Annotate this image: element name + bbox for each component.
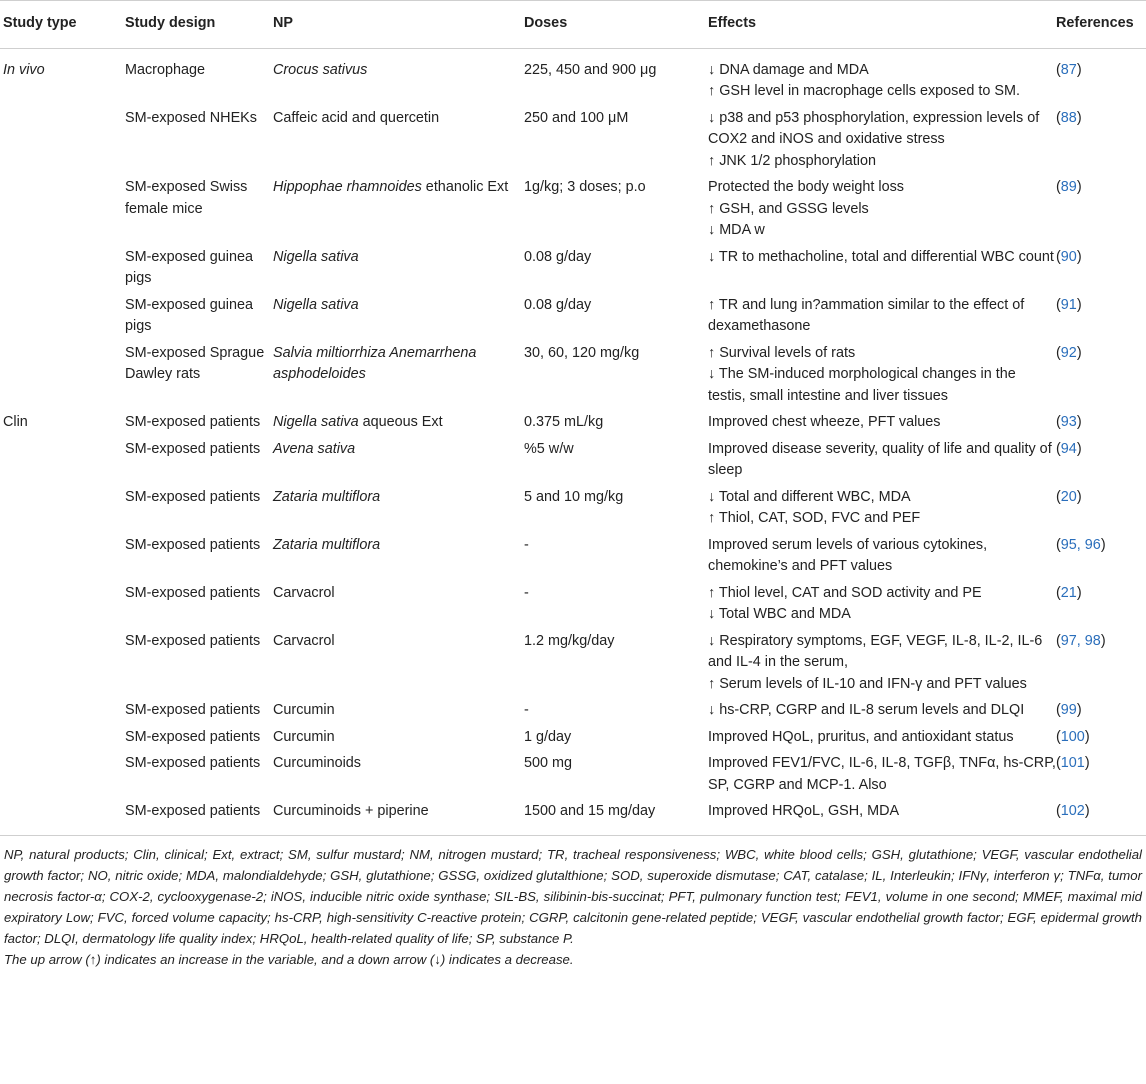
cell-study-type xyxy=(0,581,125,629)
reference-link[interactable]: 88 xyxy=(1060,109,1077,126)
reference-link[interactable]: 91 xyxy=(1060,296,1077,313)
table-row xyxy=(0,245,1146,293)
cell-study-type xyxy=(0,485,125,533)
table-row xyxy=(0,293,1146,341)
cell-study-type xyxy=(0,698,125,725)
cell-reference: (99) xyxy=(1056,702,1082,718)
cell-np: Salvia miltiorrhiza Anemarrhena asphodeloides xyxy=(273,344,477,382)
effect-line: Improved chest wheeze, PFT values xyxy=(708,414,941,430)
table-body xyxy=(0,48,1146,835)
cell-doses: 0.375 mL/kg xyxy=(524,414,604,430)
cell-study-design: SM-exposed patients xyxy=(125,488,261,505)
cell-reference: (101) xyxy=(1056,755,1090,771)
table-row xyxy=(0,341,1146,411)
reference-link[interactable]: 102 xyxy=(1060,803,1085,819)
cell-doses: 1 g/day xyxy=(524,728,572,745)
header-study-type: Study type xyxy=(0,1,125,49)
header-references: References xyxy=(1056,1,1146,49)
cell-np: Zataria multiflora xyxy=(273,488,381,505)
reference-link[interactable]: 99 xyxy=(1060,702,1077,718)
reference-link[interactable]: 89 xyxy=(1060,179,1077,195)
effect-line: ↑ GSH level in macrophage cells exposed to SM. xyxy=(708,83,1020,99)
table-row xyxy=(0,725,1146,752)
cell-study-type xyxy=(0,293,125,341)
cell-effects xyxy=(708,341,1056,411)
table-row xyxy=(0,410,1146,437)
cell-reference: (93) xyxy=(1056,414,1082,430)
cell-effects xyxy=(708,533,1056,581)
effect-line: Improved disease severity, quality of life and quality of sleep xyxy=(708,440,1052,478)
cell-reference: (95, 96) xyxy=(1056,536,1106,553)
effect-line: Improved HRQoL, GSH, MDA xyxy=(708,803,900,819)
np-rest: ethanolic Ext xyxy=(421,179,509,195)
cell-effects xyxy=(708,293,1056,341)
cell-reference: (97, 98) xyxy=(1056,632,1106,649)
np-rest: aqueous Ext xyxy=(358,414,443,430)
cell-study-type xyxy=(0,533,125,581)
cell-effects xyxy=(708,725,1056,752)
cell-study-design: SM-exposed patients xyxy=(125,799,273,835)
cell-np: Carvacrol xyxy=(273,632,335,649)
abbreviations-note: NP, natural products; Clin, clinical; Ext, extract; SM, sulfur mustard; NM, nitrogen mustard; TR, tracheal responsiveness; WBC, white blood cells; GSH, glutathione; VEGF, vascular endothelial growth factor; NO, nitric oxide; MDA, malondialdehyde; GSH, glutathione; GSSG, oxidized glutalthione; SOD, superoxide dismutase; CAT, catalase; IL, Interleukin; IFNγ, interferon γ; TNFα, tumor necrosis factor-α; COX-2, cyclooxygenase-2; iNOS, inducible nitric oxide synthase; SIL-BS, silibinin-bis-succinat; PFT, pulmonary function test; FEV1, volume in one second; MMEF, maximal mid expiratory Low; FVC, forced volume capacity; hs-CRP, high-sensitivity C-reactive protein; CGRP, calcitonin gene-related peptide; VEGF, vascular endothelial growth factor; EGF, epidermal growth factor; DLQI, dermatology life quality index; HRQoL, health-related quality of life; SP, substance P. xyxy=(4,846,1142,946)
cell-np: Nigella sativa xyxy=(273,248,359,265)
cell-np: Curcuminoids + piperine xyxy=(273,799,524,835)
cell-study-design: SM-exposed guinea pigs xyxy=(125,248,253,286)
cell-reference: (91) xyxy=(1056,296,1082,313)
cell-doses: 250 and 100 μM xyxy=(524,109,629,126)
reference-link[interactable]: 93 xyxy=(1060,414,1077,430)
table-row xyxy=(0,437,1146,485)
cell-reference: (89) xyxy=(1056,179,1082,195)
cell-effects xyxy=(708,485,1056,533)
cell-doses: 1500 and 15 mg/day xyxy=(524,799,708,835)
cell-reference: (94) xyxy=(1056,440,1082,457)
cell-np: Nigella sativa xyxy=(273,296,359,313)
cell-effects xyxy=(708,245,1056,293)
cell-study-design: SM-exposed NHEKs xyxy=(125,109,257,126)
table-row xyxy=(0,629,1146,699)
reference-link[interactable]: 90 xyxy=(1060,248,1077,265)
cell-doses: 5 and 10 mg/kg xyxy=(524,488,624,505)
cell-np: Crocus sativus xyxy=(273,61,368,78)
cell-np: Curcumin xyxy=(273,702,335,718)
cell-study-type xyxy=(0,725,125,752)
cell-doses: 1.2 mg/kg/day xyxy=(524,632,615,649)
cell-study-type xyxy=(0,341,125,411)
table-row xyxy=(0,533,1146,581)
cell-study-design: SM-exposed Swiss female mice xyxy=(125,179,248,217)
cell-study-design: SM-exposed patients xyxy=(125,414,261,430)
effect-line: ↓ Total and different WBC, MDA xyxy=(708,488,911,505)
cell-study-design: SM-exposed patients xyxy=(125,536,261,553)
cell-study-design: Macrophage xyxy=(125,61,205,78)
reference-link[interactable]: 92 xyxy=(1060,344,1077,361)
cell-effects xyxy=(708,751,1056,799)
table-row xyxy=(0,751,1146,799)
cell-study-type xyxy=(0,751,125,799)
cell-doses: 500 mg xyxy=(524,755,572,771)
effect-line: ↑ Serum levels of IL-10 and IFN-γ and PFT values xyxy=(708,675,1027,692)
cell-reference: (92) xyxy=(1056,344,1082,361)
cell-effects xyxy=(708,629,1056,699)
arrow-note: The up arrow (↑) indicates an increase in the variable, and a down arrow (↓) indicates a decrease. xyxy=(4,951,574,967)
reference-link[interactable]: 101 xyxy=(1060,755,1085,771)
table-row xyxy=(0,799,1146,835)
effect-line: ↑ Survival levels of rats xyxy=(708,344,856,361)
effect-line: Improved FEV1/FVC, IL-6, IL-8, TGFβ, TNFα, hs-CRP, SP, CGRP and MCP-1. Also xyxy=(708,755,1056,793)
cell-effects xyxy=(708,698,1056,725)
effect-line: ↓ Total WBC and MDA xyxy=(708,606,851,622)
cell-study-design: SM-exposed patients xyxy=(125,702,261,718)
table-row xyxy=(0,485,1146,533)
cell-np: Caffeic acid and quercetin xyxy=(273,109,440,126)
table-row xyxy=(0,698,1146,725)
header-doses: Doses xyxy=(524,1,708,49)
reference-link[interactable]: 97, 98 xyxy=(1060,632,1101,649)
effect-line: Improved HQoL, pruritus, and antioxidant status xyxy=(708,728,1014,745)
effect-line: ↓ TR to methacholine, total and differential WBC count xyxy=(708,248,1054,265)
cell-doses: - xyxy=(524,536,529,553)
reference-link[interactable]: 95, 96 xyxy=(1060,536,1101,553)
header-np: NP xyxy=(273,1,524,49)
cell-np: Zataria multiflora xyxy=(273,536,381,553)
cell-effects xyxy=(708,437,1056,485)
cell-effects xyxy=(708,410,1056,437)
cell-doses: 0.08 g/day xyxy=(524,296,592,313)
cell-np xyxy=(273,175,524,245)
cell-reference: (88) xyxy=(1056,109,1082,126)
cell-np: Carvacrol xyxy=(273,584,335,601)
table-row xyxy=(0,581,1146,629)
effect-line: ↓ Respiratory symptoms, EGF, VEGF, IL-8, IL-2, IL-6 and IL-4 in the serum, xyxy=(708,632,1043,670)
table-row xyxy=(0,106,1146,176)
cell-np xyxy=(273,410,524,437)
effect-line: ↓ hs-CRP, CGRP and IL-8 serum levels and DLQI xyxy=(708,702,1025,718)
cell-effects xyxy=(708,799,1056,835)
cell-study-type xyxy=(0,437,125,485)
table-row xyxy=(0,175,1146,245)
cell-study-type: Clin xyxy=(3,414,28,430)
cell-study-type xyxy=(0,175,125,245)
cell-study-design: SM-exposed patients xyxy=(125,755,261,771)
effect-line: ↓ p38 and p53 phosphorylation, expression levels of COX2 and iNOS and oxidative stress xyxy=(708,109,1040,147)
cell-doses: %5 w/w xyxy=(524,440,574,457)
cell-reference: (87) xyxy=(1056,61,1082,78)
effect-line: ↑ Thiol, CAT, SOD, FVC and PEF xyxy=(708,510,921,526)
np-italic-part: Nigella sativa xyxy=(273,414,359,430)
effect-line: Improved serum levels of various cytokines, chemokine’s and PFT values xyxy=(708,536,988,574)
effect-line: ↑ TR and lung in?ammation similar to the effect of dexamethasone xyxy=(708,296,1025,334)
cell-doses: 30, 60, 120 mg/kg xyxy=(524,344,640,361)
cell-study-design: SM-exposed patients xyxy=(125,632,261,649)
effect-line: ↓ The SM-induced morphological changes in the testis, small intestine and liver tissues xyxy=(708,366,1016,404)
cell-np: Curcumin xyxy=(273,728,335,745)
reference-link[interactable]: 100 xyxy=(1060,728,1085,745)
cell-doses: 0.08 g/day xyxy=(524,248,592,265)
reference-link[interactable]: 94 xyxy=(1060,440,1077,457)
cell-study-type xyxy=(0,106,125,176)
cell-np: Avena sativa xyxy=(273,440,356,457)
cell-doses: - xyxy=(524,584,529,601)
cell-study-type xyxy=(0,629,125,699)
effect-line: ↑ JNK 1/2 phosphorylation xyxy=(708,152,876,169)
cell-doses: 1g/kg; 3 doses; p.o xyxy=(524,179,646,195)
table-footnote xyxy=(0,836,1146,970)
header-row xyxy=(0,1,1146,49)
reference-link[interactable]: 21 xyxy=(1060,584,1077,601)
cell-reference: (20) xyxy=(1056,488,1082,505)
cell-doses: - xyxy=(524,702,529,718)
cell-reference: (21) xyxy=(1056,584,1082,601)
cell-reference: (90) xyxy=(1056,248,1082,265)
cell-reference: (100) xyxy=(1056,728,1090,745)
cell-reference: (102) xyxy=(1056,799,1146,835)
cell-np: Curcuminoids xyxy=(273,755,361,771)
effect-line: ↓ DNA damage and MDA xyxy=(708,61,869,78)
effect-line: Protected the body weight loss xyxy=(708,179,904,195)
cell-study-design: SM-exposed patients xyxy=(125,728,261,745)
cell-effects xyxy=(708,48,1056,106)
table-row xyxy=(0,48,1146,106)
effect-line: ↑ GSH, and GSSG levels xyxy=(708,200,869,217)
cell-effects xyxy=(708,581,1056,629)
cell-effects xyxy=(708,106,1056,176)
reference-link[interactable]: 20 xyxy=(1060,488,1077,505)
effect-line: ↑ Thiol level, CAT and SOD activity and PE xyxy=(708,584,982,601)
effect-line: ↓ MDA w xyxy=(708,222,765,238)
header-effects: Effects xyxy=(708,1,1056,49)
cell-study-design: SM-exposed patients xyxy=(125,440,261,457)
reference-link[interactable]: 87 xyxy=(1060,61,1077,78)
cell-study-type xyxy=(0,245,125,293)
cell-doses: 225, 450 and 900 μg xyxy=(524,61,657,78)
cell-study-design: SM-exposed guinea pigs xyxy=(125,296,253,334)
cell-study-design: SM-exposed Sprague Dawley rats xyxy=(125,344,265,382)
cell-study-type xyxy=(0,799,125,835)
header-study-design: Study design xyxy=(125,1,273,49)
cell-study-design: SM-exposed patients xyxy=(125,584,261,601)
cell-effects xyxy=(708,175,1056,245)
cell-study-type: In vivo xyxy=(3,61,45,78)
np-italic-part: Hippophae rhamnoides xyxy=(273,179,422,195)
